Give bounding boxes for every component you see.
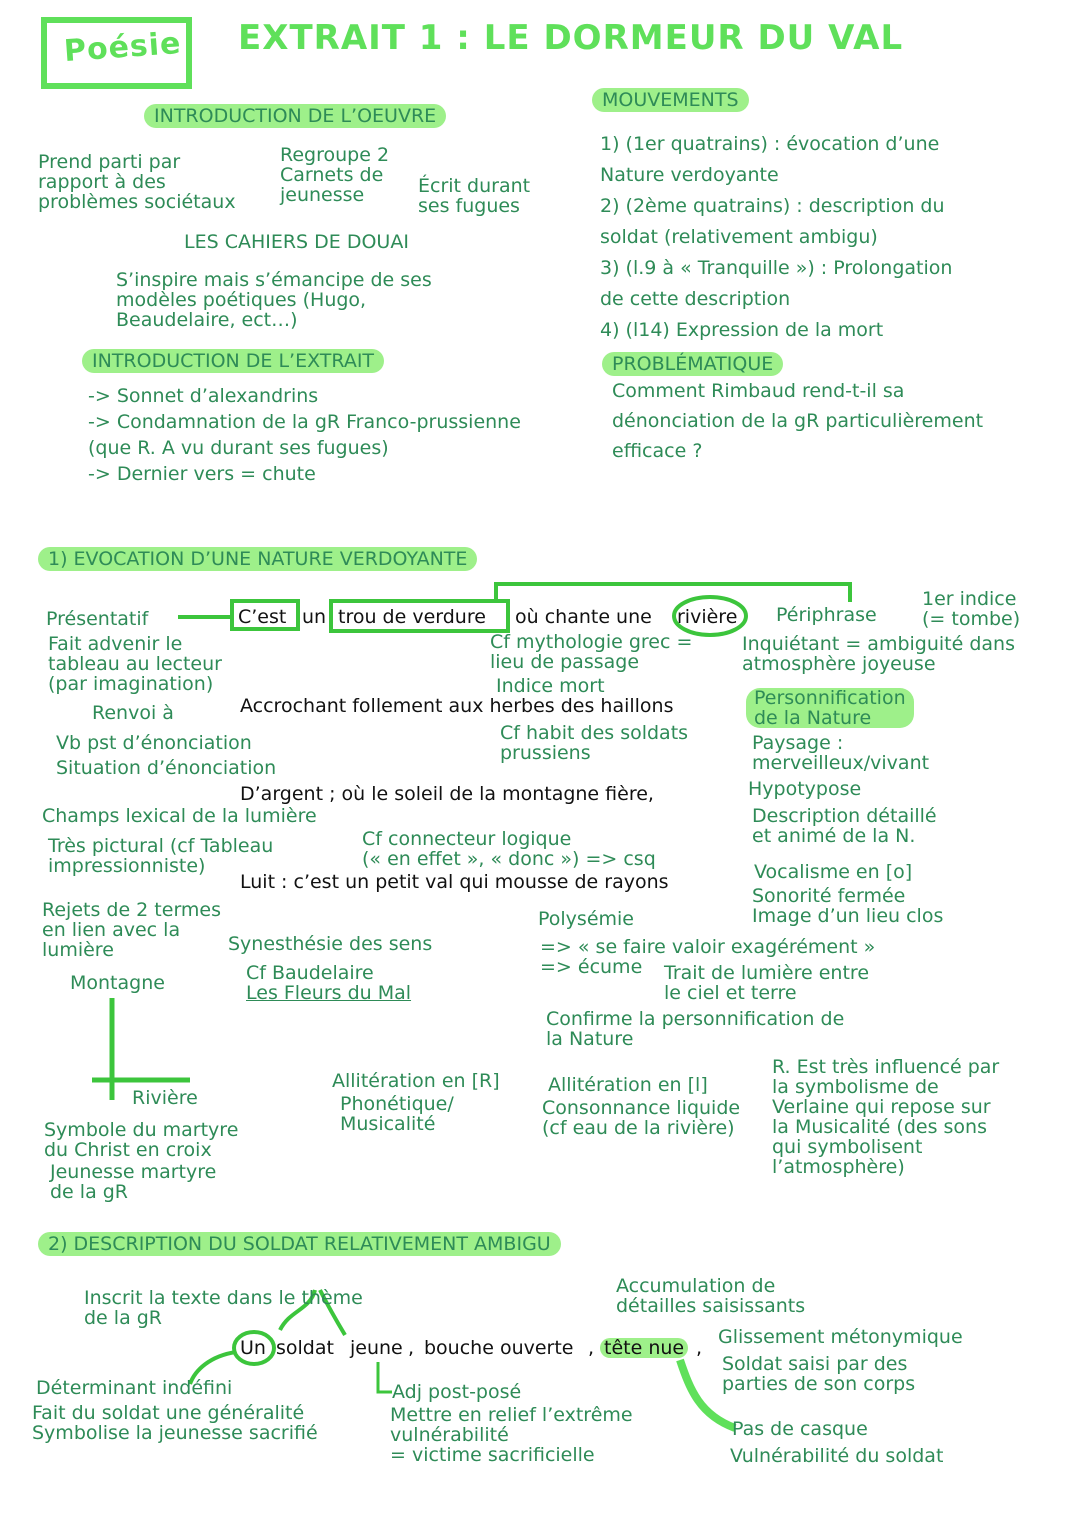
cf-baudelaire: Cf Baudelaire [246,962,374,984]
verse-soldat-word: Un [240,1337,266,1359]
fleurs-du-mal: Les Fleurs du Mal [246,982,412,1004]
polysemie-items: => « se faire valoir exagérément » => écume [540,936,876,978]
intro-extrait-line: -> Condamnation de la gR Franco-prussienne [88,411,521,433]
alliteration-r: Allitération en [R] [332,1070,500,1092]
indice-mort: Indice mort [496,675,605,697]
verse-soldat-word: bouche ouverte [424,1337,574,1359]
hypotypose-label: Hypotypose [748,778,862,800]
verse3: D’argent ; où le soleil de la montagne fière, [240,783,654,805]
situation-enonciation: Situation d’énonciation [56,757,277,779]
sonorite: Sonorité fermée Image d’un lieu clos [752,885,944,927]
intro-oeuvre-col1: Prend parti par rapport à des problèmes sociétaux [38,151,236,213]
verse1-word: C’est [238,606,287,628]
fait-du-soldat: Fait du soldat une généralité Symbolise la jeunesse sacrifié [32,1402,318,1444]
mouvement-line: 3) (l.9 à « Tranquille ») : Prolongation [600,257,953,279]
verse2: Accrochant follement aux herbes des haillons [240,695,674,717]
inspire-text: S’inspire mais s’émancipe de ses modèles poétiques (Hugo, Beaudelaire, ect…) [116,269,432,331]
comma: , [696,1337,703,1359]
cf-connecteur: Cf connecteur logique (« en effet », « donc ») => csq [362,828,656,870]
problematique-heading: PROBLÉMATIQUE [602,352,783,376]
verse4: Luit : c’est un petit val qui mousse de rayons [240,871,669,893]
accumulation: Accumulation de détailles saisissants [616,1275,806,1317]
intro-oeuvre-heading: INTRODUCTION DE L’OEUVRE [144,104,446,128]
mouvement-line: Nature verdoyante [600,164,779,186]
intro-extrait-line: -> Dernier vers = chute [88,463,316,485]
vulnerabilite-soldat: Vulnérabilité du soldat [730,1445,944,1467]
determinant-indefini: Déterminant indéfini [36,1377,233,1399]
phonetique: Phonétique/ Musicalité [340,1093,454,1135]
periphrase-label: Périphrase [776,604,877,626]
verse-soldat-word: soldat [276,1337,334,1359]
vb-pst: Vb pst d’énonciation [56,732,252,754]
mouvement-line: 2) (2ème quatrains) : description du [600,195,945,217]
intro-oeuvre-col3: Écrit durant ses fugues [418,175,531,217]
champ-lexical: Champs lexical de la lumière [42,805,317,827]
verse1-word: un [302,606,327,628]
personnification-label: Personnification de la Nature [746,688,914,728]
verse1-word: trou de verdure [338,606,486,628]
vocalisme: Vocalisme en [o] [754,861,913,883]
intro-oeuvre-col2: Regroupe 2 Carnets de jeunesse [280,144,390,206]
polysemie-label: Polysémie [538,908,634,930]
cf-habit: Cf habit des soldats prussiens [500,722,689,764]
jeunesse-martyre: Jeunesse martyre de la gR [50,1161,217,1203]
glissement: Glissement métonymique [718,1326,963,1348]
synesthesie: Synesthésie des sens [228,933,433,955]
premier-indice: 1er indice (= tombe) [922,588,1021,630]
tres-pictural: Très pictural (cf Tableau impressionniste) [48,835,274,877]
alliteration-l: Allitération en [l] [548,1074,708,1096]
inquietant: Inquiétant = ambiguité dans atmosphère joyeuse [742,633,1015,675]
section1-heading: 1) EVOCATION D’UNE NATURE VERDOYANTE [38,547,477,571]
soldat-saisi: Soldat saisi par des parties de son corps [722,1353,916,1395]
mettre-relief: Mettre en relief l’extrême vulnérabilité = victime sacrificielle [390,1404,633,1466]
renvoi-label: Renvoi à [92,702,174,724]
presentatif-label: Présentatif [46,608,149,630]
rejets: Rejets de 2 termes en lien avec la lumière [42,899,222,961]
influence-verlaine: R. Est très influencé par la symbolisme de Verlaine qui repose sur la Musicalité (des sons qui symbolisent l’atmosphère) [772,1056,1000,1178]
problematique-text: Comment Rimbaud rend-t-il sa dénonciation de la gR particulièrement efficace ? [612,380,984,462]
description-detaille: Description détaillé et animé de la N. [752,805,937,847]
montagne-label: Montagne [70,972,165,994]
mouvement-line: 1) (1er quatrains) : évocation d’une [600,133,940,155]
adj-post-pose: Adj post-posé [392,1381,522,1403]
inscrit-texte: Inscrit la texte dans le thème de la gR [84,1287,363,1329]
consonnance: Consonnance liquide (cf eau de la rivière) [542,1097,741,1139]
symbole-martyre: Symbole du martyre du Christ en croix [44,1119,239,1161]
page-title: EXTRAIT 1 : LE DORMEUR DU VAL [238,18,904,58]
poesie-label: Poésie [62,25,183,70]
confirme: Confirme la personnification de la Nature [546,1008,845,1050]
pas-de-casque: Pas de casque [732,1418,868,1440]
verse-soldat-word: jeune [350,1337,403,1359]
mouvements-heading: MOUVEMENTS [592,88,749,112]
mouvement-line: soldat (relativement ambigu) [600,226,878,248]
mouvement-line: de cette description [600,288,791,310]
cf-mythologie: Cf mythologie grec = lieu de passage [490,631,693,673]
intro-extrait-heading: INTRODUCTION DE L’EXTRAIT [82,349,384,373]
cahiers-douai: LES CAHIERS DE DOUAI [184,231,409,253]
riviere-label: Rivière [132,1087,198,1109]
trait-lumiere: Trait de lumière entre le ciel et terre [664,962,870,1004]
verse1-word: où chante une [515,606,652,628]
section2-heading: 2) DESCRIPTION DU SOLDAT RELATIVEMENT AMBIGU [38,1232,561,1256]
intro-extrait-line: -> Sonnet d’alexandrins [88,385,319,407]
verse-soldat-word: tête nue [600,1338,688,1358]
intro-extrait-line: (que R. A vu durant ses fugues) [88,437,389,459]
mouvement-line: 4) (l14) Expression de la mort [600,319,884,341]
paysage: Paysage : merveilleux/vivant [752,732,930,774]
comma: , [408,1337,415,1359]
fait-advenir: Fait advenir le tableau au lecteur (par imagination) [48,633,222,695]
comma: , [588,1337,595,1359]
verse1-word: rivière [677,606,738,628]
